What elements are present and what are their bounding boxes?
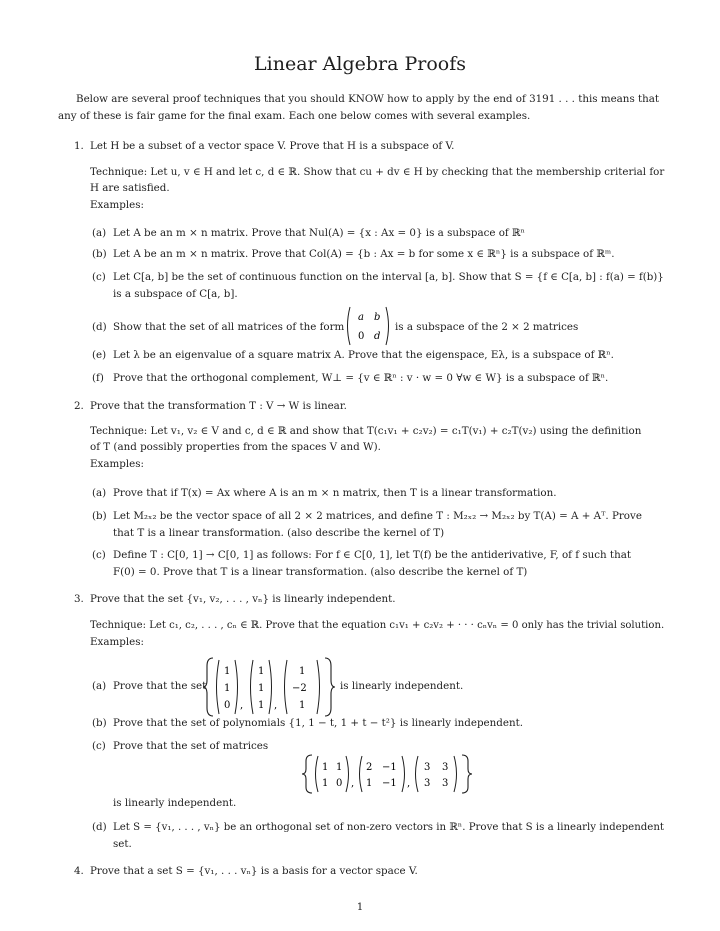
item-2-examples-label: Examples: — [90, 458, 144, 470]
example-text-continued: that T is a linear transformation. (also describe the kernel of T) — [113, 527, 445, 539]
example-label: (a) — [92, 227, 107, 239]
matrix-entry: 0 — [336, 778, 343, 789]
example-text: Let C[a, b] be the set of continuous function on the interval [a, b]. Show that S = {f ∈ C[a, b] : f(a) = f(b)} — [113, 271, 664, 283]
example-text: Prove that the set — [113, 680, 207, 692]
item-1-statement: Let H be a subset of a vector space V. Prove that H is a subspace of V. — [90, 140, 455, 152]
matrix-entry: −1 — [382, 778, 397, 789]
example-label: (e) — [92, 349, 107, 361]
example-label: (a) — [92, 487, 107, 499]
item-1-technique-line-2: H are satisfied. — [90, 182, 170, 194]
vector-entry: 1 — [258, 700, 265, 711]
item-3-technique-line-1: Technique: Let c₁, c₂, . . . , cₙ ∈ ℝ. Prove that the equation c₁v₁ + c₂v₂ + · · · cₙvₙ = 0 only has the trivial solution. — [90, 619, 665, 631]
example-text: Define T : C[0, 1] → C[0, 1] as follows: For f ∈ C[0, 1], let T(f) be the antiderivative, F, of f such that — [113, 549, 631, 561]
matrix-entry: b — [374, 312, 381, 323]
example-label: (b) — [92, 510, 107, 522]
vector-entry: 1 — [258, 683, 265, 694]
example-text-continued: is a subspace of C[a, b]. — [113, 288, 238, 300]
example-text: Prove that the orthogonal complement, W⊥ = {v ∈ ℝⁿ : v · w = 0 ∀w ∈ W} is a subspace of ℝⁿ. — [113, 372, 609, 384]
matrix-entry: 3 — [424, 778, 431, 789]
example-label: (c) — [92, 740, 106, 752]
item-4-statement: Prove that a set S = {v₁, . . . vₙ} is a basis for a vector space V. — [90, 865, 418, 877]
right-brace — [325, 658, 335, 716]
item-2-number: 2. — [74, 400, 84, 412]
matrix-entry: 1 — [322, 762, 329, 773]
matrix-entry: 3 — [442, 778, 449, 789]
matrix-entry: 2 — [366, 762, 373, 773]
right-brace — [462, 755, 472, 793]
item-3-examples-label: Examples: — [90, 636, 144, 648]
vector-entry: 1 — [224, 666, 231, 677]
example-label: (c) — [92, 549, 106, 561]
example-text: Prove that if T(x) = Ax where A is an m × n matrix, then T is a linear transformation. — [113, 487, 557, 499]
left-paren — [348, 307, 351, 345]
left-brace — [302, 755, 312, 793]
item-1-technique-line-1: Technique: Let u, v ∈ H and let c, d ∈ ℝ. Show that cu + dv ∈ H by checking that the membership criterial for — [90, 166, 665, 178]
svg-text:,: , — [407, 778, 411, 789]
example-text-continued: F(0) = 0. Prove that T is a linear transformation. (also describe the kernel of T) — [113, 566, 528, 578]
svg-text:,: , — [274, 700, 278, 711]
example-label: (a) — [92, 680, 107, 692]
matrix-entry: 0 — [358, 331, 365, 342]
example-text: Let A be an m × n matrix. Prove that Col(A) = {b : Ax = b for some x ∈ ℝⁿ} is a subspace of ℝᵐ. — [113, 248, 615, 260]
example-text: Let λ be an eigenvalue of a square matrix A. Prove that the eigenspace, Eλ, is a subspace of ℝⁿ. — [113, 349, 614, 361]
intro-line-1: Below are several proof techniques that you should KNOW how to apply by the end of 3191 . . . this means that — [76, 93, 660, 105]
example-label: (d) — [92, 321, 107, 333]
vector-entry: 1 — [224, 683, 231, 694]
svg-text:,: , — [240, 700, 244, 711]
matrix-entry: a — [358, 312, 364, 323]
example-text-continued: is linearly independent. — [340, 680, 464, 692]
page-title: Linear Algebra Proofs — [254, 53, 466, 75]
item-1-number: 1. — [74, 140, 84, 152]
example-label: (f) — [92, 372, 104, 384]
matrix-entry: d — [374, 331, 381, 342]
matrix-entry: 1 — [366, 778, 373, 789]
example-label: (c) — [92, 271, 106, 283]
example-text: Show that the set of all matrices of the form — [113, 321, 345, 333]
right-paren — [386, 307, 389, 345]
matrix-entry: 1 — [322, 778, 329, 789]
item-3-number: 3. — [74, 593, 84, 605]
example-text: Let M₂ₓ₂ be the vector space of all 2 × 2 matrices, and define T : M₂ₓ₂ → M₂ₓ₂ by T(A) = A + Aᵀ. Prove — [113, 510, 642, 522]
example-text: Prove that the set of polynomials {1, 1 − t, 1 + t − t²} is linearly independent. — [113, 717, 523, 729]
matrix-entry: 3 — [442, 762, 449, 773]
left-brace — [203, 658, 213, 716]
example-text: Prove that the set of matrices — [113, 740, 269, 752]
matrix-entry: 3 — [424, 762, 431, 773]
example-text: Let S = {v₁, . . . , vₙ} be an orthogonal set of non-zero vectors in ℝⁿ. Prove that S is a linearly independent — [113, 821, 665, 833]
example-label: (b) — [92, 248, 107, 260]
matrix-set — [302, 753, 472, 799]
item-2-statement: Prove that the transformation T : V → W is linear. — [90, 400, 347, 412]
vector-entry: 1 — [258, 666, 265, 677]
vector-entry: 0 — [224, 700, 231, 711]
svg-text:,: , — [351, 778, 355, 789]
item-3-statement: Prove that the set {v₁, v₂, . . . , vₙ} is linearly independent. — [90, 593, 396, 605]
page-number: 1 — [356, 901, 364, 913]
vector-entry: 1 — [299, 666, 306, 677]
vector-entry: 1 — [299, 700, 306, 711]
item-4-number: 4. — [74, 865, 84, 877]
example-text-continued: set. — [113, 838, 132, 850]
matrix-entry: 1 — [336, 762, 343, 773]
vector-set — [203, 656, 335, 722]
example-text-continued: is a subspace of the 2 × 2 matrices — [395, 321, 579, 333]
vector-entry: −2 — [292, 683, 307, 694]
item-1-examples-label: Examples: — [90, 199, 144, 211]
matrix-2x2 — [344, 305, 392, 351]
matrix-entry: −1 — [382, 762, 397, 773]
item-2-technique-line-2: of T (and possibly properties from the spaces V and W). — [90, 441, 381, 453]
intro-line-2: any of these is fair game for the final exam. Each one below comes with several examples. — [58, 110, 531, 122]
example-text-continued: is linearly independent. — [113, 797, 237, 809]
example-label: (b) — [92, 717, 107, 729]
item-2-technique-line-1: Technique: Let v₁, v₂ ∈ V and c, d ∈ ℝ and show that T(c₁v₁ + c₂v₂) = c₁T(v₁) + c₂T(v₂) using the definition — [90, 425, 642, 437]
example-label: (d) — [92, 821, 107, 833]
example-text: Let A be an m × n matrix. Prove that Nul(A) = {x : Ax = 0} is a subspace of ℝⁿ — [113, 227, 526, 239]
